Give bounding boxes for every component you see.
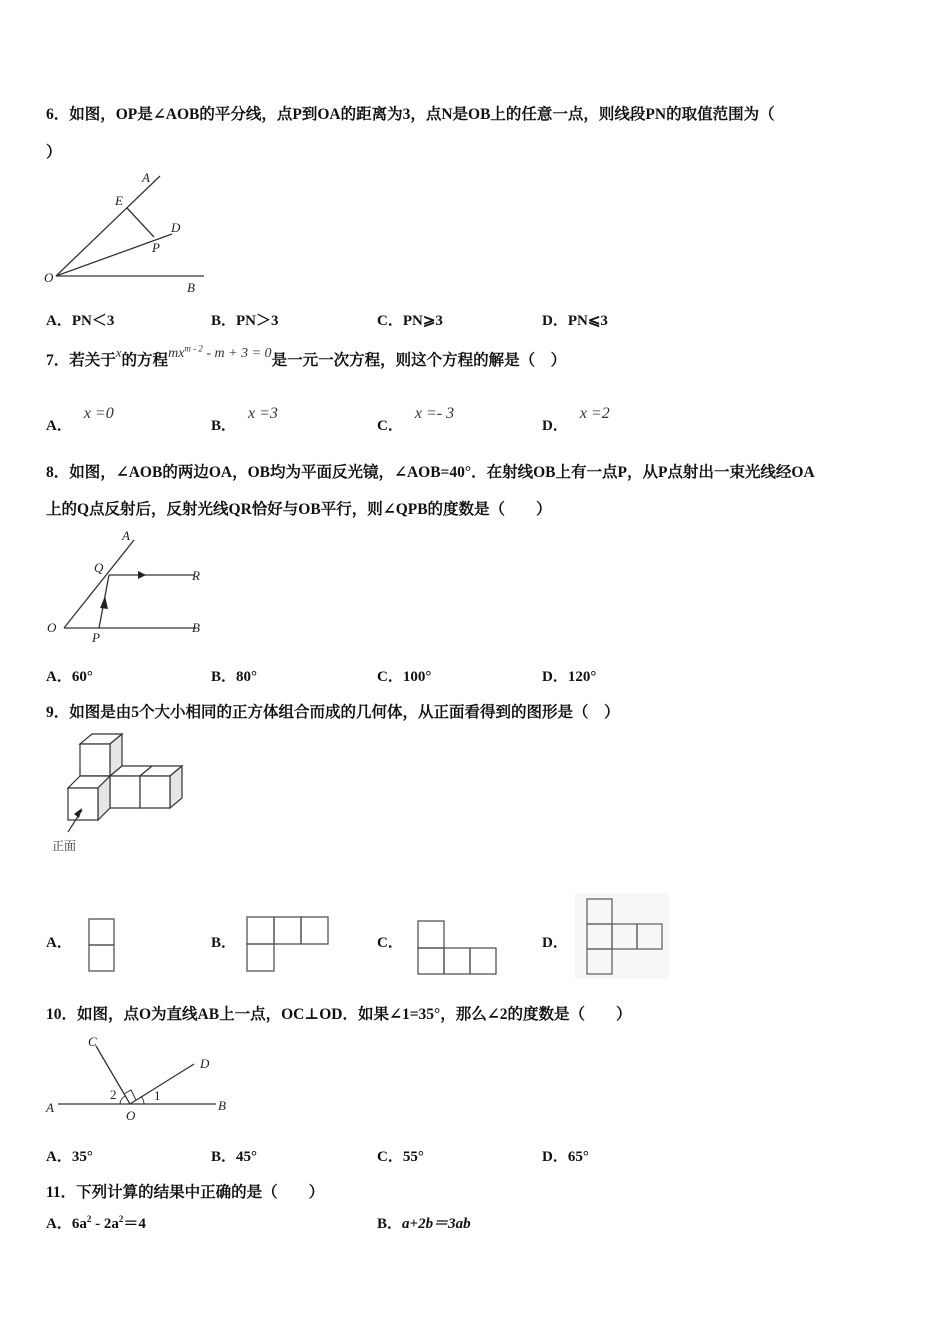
q7-option-b-value: x =3: [248, 405, 278, 422]
q8-figure: [44, 528, 214, 648]
q8-stem-line1: 8．如图，∠AOB的两边OA，OB均为平面反光镜，∠AOB=40°．在射线OB上有一点P，从P点射出一束光线经OA: [46, 464, 815, 481]
q7-option-d-value: x =2: [579, 405, 610, 422]
q10-option-d[interactable]: D．65°: [542, 1149, 589, 1165]
q8-label-a: A: [122, 528, 130, 543]
q9-stem: 9．如图是由5个大小相同的正方体组合而成的几何体，从正面看得到的图形是（ ）: [46, 704, 620, 721]
q8-label-r: R: [192, 568, 200, 583]
q6-option-d[interactable]: D．PN⩽3: [542, 313, 608, 329]
q11-option-a-label: A．: [46, 1216, 72, 1232]
q6-label-b: B: [187, 280, 195, 295]
q8-label-b: B: [192, 620, 200, 635]
q10-option-b[interactable]: B．45°: [211, 1149, 258, 1165]
q6-label-o: O: [44, 270, 54, 285]
q6-stem-cont: ）: [46, 144, 62, 161]
q7-stem: [46, 343, 567, 370]
q9-front-label: 正面: [52, 839, 77, 853]
q8-option-a[interactable]: A．60°: [46, 669, 93, 685]
q9-option-a-label[interactable]: A．: [46, 935, 72, 951]
q10-option-c[interactable]: C．55°: [377, 1149, 424, 1165]
q9-option-c-label[interactable]: C．: [377, 935, 403, 951]
q11-option-a[interactable]: [46, 1212, 146, 1233]
q10-label-d: D: [200, 1056, 210, 1071]
q7-equation: [168, 343, 272, 361]
q7-option-b[interactable]: [211, 402, 278, 434]
q6-label-e: E: [115, 193, 123, 208]
q9-option-b-label[interactable]: B．: [211, 935, 237, 951]
q10-label-c: C: [88, 1034, 97, 1049]
q8-label-p: P: [92, 630, 100, 645]
q11-option-a-part3: ＝4: [123, 1216, 146, 1232]
q7-option-c[interactable]: [377, 402, 455, 434]
q7-stem-mid: 的方程: [121, 352, 169, 369]
q10-figure: [44, 1030, 244, 1130]
q8-option-d[interactable]: D．120°: [542, 669, 597, 685]
q8-option-c[interactable]: C．100°: [377, 669, 432, 685]
q11-option-b[interactable]: [377, 1212, 471, 1233]
q11-option-a-part1: 6a: [71, 1216, 87, 1232]
q10-option-a[interactable]: A．35°: [46, 1149, 93, 1165]
q7-option-d[interactable]: [542, 402, 610, 434]
q9-figure: [44, 728, 194, 858]
q6-option-c[interactable]: C．PN⩾3: [377, 313, 443, 329]
q7-option-a-value: x =0: [83, 405, 114, 422]
q10-label-a: A: [46, 1100, 54, 1115]
q7-option-c-label: C．: [377, 418, 403, 434]
q10-label-1: 1: [154, 1088, 161, 1103]
q11-stem: 11．下列计算的结果中正确的是（ ）: [46, 1184, 325, 1201]
q7-eq-rest: - m + 3 = 0: [202, 346, 272, 361]
q6-figure: [44, 170, 214, 300]
q7-option-a-label: A．: [46, 418, 72, 434]
q6-label-p: P: [152, 240, 160, 255]
q6-stem: 6．如图，OP是∠AOB的平分线，点P到OA的距离为3，点N是OB上的任意一点，则线段PN的取值范围为（: [46, 106, 775, 123]
q7-var: x: [115, 345, 122, 360]
q6-option-a[interactable]: A．PN＜3: [46, 313, 115, 329]
q8-stem-line2: 上的Q点反射后，反射光线QR恰好与OB平行，则∠QPB的度数是（ ）: [46, 501, 552, 518]
q7-stem-pre: 7．若关于: [46, 352, 116, 369]
q9-option-b-figure[interactable]: [246, 914, 336, 974]
q11-option-a-sup2: 2: [118, 1214, 124, 1224]
q7-option-c-value: x =- 3: [414, 405, 455, 422]
q11-option-a-part2: - 2a: [91, 1216, 119, 1232]
q9-option-a-figure[interactable]: [88, 918, 116, 974]
q11-option-a-sup1: 2: [86, 1214, 92, 1224]
q7-eq-base: mx: [168, 346, 185, 361]
q7-option-b-label: B．: [211, 418, 237, 434]
q9-option-d-figure[interactable]: [575, 893, 669, 979]
q10-stem: 10．如图，点O为直线AB上一点，OC⊥OD．如果∠1=35°，那么∠2的度数是（ ）: [46, 1006, 632, 1023]
q6-label-a: A: [142, 170, 150, 185]
q7-stem-post: 是一元一次方程，则这个方程的解是（ ）: [271, 352, 567, 369]
q9-option-c-figure[interactable]: [417, 918, 501, 978]
q9-option-d-label[interactable]: D．: [542, 935, 568, 951]
q11-option-b-label: B．: [377, 1216, 403, 1232]
q7-option-a[interactable]: [46, 402, 114, 434]
q6-option-b[interactable]: B．PN＞3: [211, 313, 279, 329]
q8-label-q: Q: [94, 560, 104, 575]
q8-option-b[interactable]: B．80°: [211, 669, 258, 685]
q6-label-d: D: [171, 220, 181, 235]
q8-label-o: O: [47, 620, 57, 635]
q7-eq-exp: m - 2: [184, 343, 203, 354]
q11-option-b-value: a+2b＝3ab: [402, 1216, 471, 1232]
q10-label-b: B: [218, 1098, 226, 1113]
q10-label-o: O: [126, 1108, 136, 1123]
q7-option-d-label: D．: [542, 418, 568, 434]
q10-label-2: 2: [110, 1087, 117, 1102]
